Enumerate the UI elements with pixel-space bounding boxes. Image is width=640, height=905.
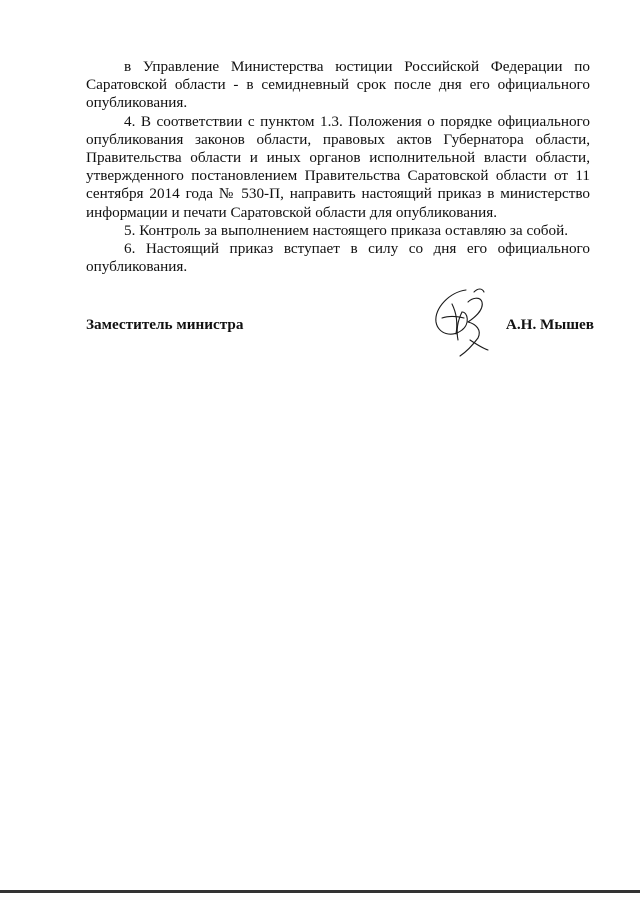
- paragraph-item-4: 4. В соответствии с пунктом 1.3. Положения о порядке официального опубликования законов области, правовых актов Губернатора области, Правительства области и иных органов исполнительной власти области, утвержденного постановлением Правительства Саратовской области от 11 сентября 2014 года № 530-П, направить настоящий приказ в министерство информации и печати Саратовской области для опубликования.: [86, 112, 590, 221]
- signatory-title: Заместитель министра: [86, 316, 244, 333]
- paragraph-item-6: 6. Настоящий приказ вступает в силу со дня его официального опубликования.: [86, 240, 590, 276]
- handwritten-signature-icon: [422, 282, 502, 362]
- scan-edge-line: [0, 890, 640, 893]
- signature-block: [86, 316, 594, 340]
- document-body: [86, 58, 590, 276]
- paragraph-item-5: 5. Контроль за выполнением настоящего приказа оставляю за собой.: [124, 221, 569, 239]
- signatory-name: А.Н. Мышев: [505, 316, 594, 333]
- paragraph-continuation: в Управление Министерства юстиции Российской Федерации по Саратовской области - в семидневный срок после дня его официального опубликования.: [86, 58, 590, 112]
